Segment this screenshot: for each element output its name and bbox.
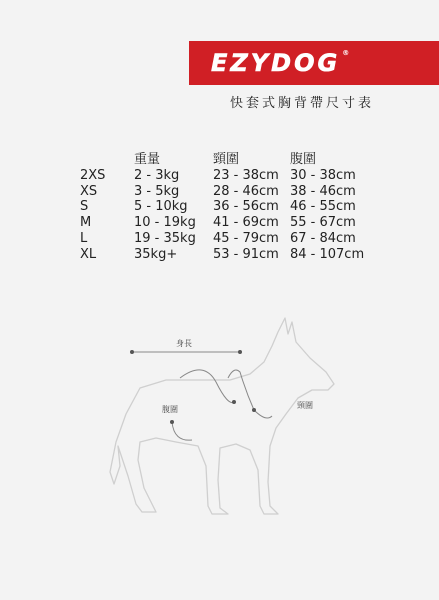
belly-girth-lower-curve xyxy=(172,422,192,440)
cell-neck: 36 - 56cm xyxy=(213,199,279,215)
cell-belly: 67 - 84cm xyxy=(290,230,356,246)
size-chart-table xyxy=(80,152,380,263)
neck-girth-curve xyxy=(228,370,272,418)
header-cell-size xyxy=(80,152,134,168)
neck-label: 頸圍 xyxy=(297,401,313,410)
belly-girth-curve xyxy=(180,370,234,403)
cell-belly: 38 - 46cm xyxy=(290,183,356,199)
cell-weight: 5 - 10kg xyxy=(134,199,188,215)
cell-weight: 2 - 3kg xyxy=(134,167,180,183)
cell-neck: 41 - 69cm xyxy=(213,215,279,231)
registered-mark: ® xyxy=(342,49,350,57)
cell-belly: 84 - 107cm xyxy=(290,246,365,262)
table-row xyxy=(80,231,380,247)
cell-weight: 10 - 19kg xyxy=(134,215,196,231)
cell-size: L xyxy=(80,230,88,246)
belly-label: 腹圍 xyxy=(162,405,178,414)
cell-size: XL xyxy=(80,246,97,262)
cell-size: S xyxy=(80,199,89,215)
brand-logo-banner xyxy=(189,41,439,85)
page-title: 快套式胸背帶尺寸表 xyxy=(230,96,375,111)
body-length-label: 身長 xyxy=(176,339,192,348)
dog-outline-illustration xyxy=(100,310,350,530)
brand-logo-text: EZYDOG xyxy=(211,49,341,77)
cell-size: M xyxy=(80,215,92,231)
belly-girth-lower-dot xyxy=(170,420,174,424)
cell-belly: 55 - 67cm xyxy=(290,215,356,231)
neck-girth-dot xyxy=(252,408,256,412)
cell-weight: 35kg+ xyxy=(134,246,178,262)
body-length-end-dot xyxy=(238,350,242,354)
brand-logo xyxy=(211,49,349,77)
cell-neck: 23 - 38cm xyxy=(213,167,279,183)
table-row xyxy=(80,168,380,184)
dog-outline xyxy=(110,318,334,514)
body-length-start-dot xyxy=(130,350,134,354)
cell-belly: 46 - 55cm xyxy=(290,199,356,215)
table-row xyxy=(80,215,380,231)
cell-size: XS xyxy=(80,183,98,199)
table-row xyxy=(80,184,380,200)
header-cell-belly: 腹圍 xyxy=(290,152,317,167)
dog-measurement-diagram xyxy=(100,310,350,530)
table-header-row xyxy=(80,152,380,168)
table-row xyxy=(80,199,380,215)
cell-neck: 45 - 79cm xyxy=(213,230,279,246)
table-row xyxy=(80,247,380,263)
cell-weight: 3 - 5kg xyxy=(134,183,180,199)
cell-weight: 19 - 35kg xyxy=(134,230,196,246)
cell-neck: 53 - 91cm xyxy=(213,246,279,262)
header-cell-weight: 重量 xyxy=(134,152,161,167)
cell-size: 2XS xyxy=(80,167,106,183)
belly-girth-dot xyxy=(232,400,236,404)
header-cell-neck: 頸圍 xyxy=(213,152,240,167)
cell-belly: 30 - 38cm xyxy=(290,167,356,183)
cell-neck: 28 - 46cm xyxy=(213,183,279,199)
